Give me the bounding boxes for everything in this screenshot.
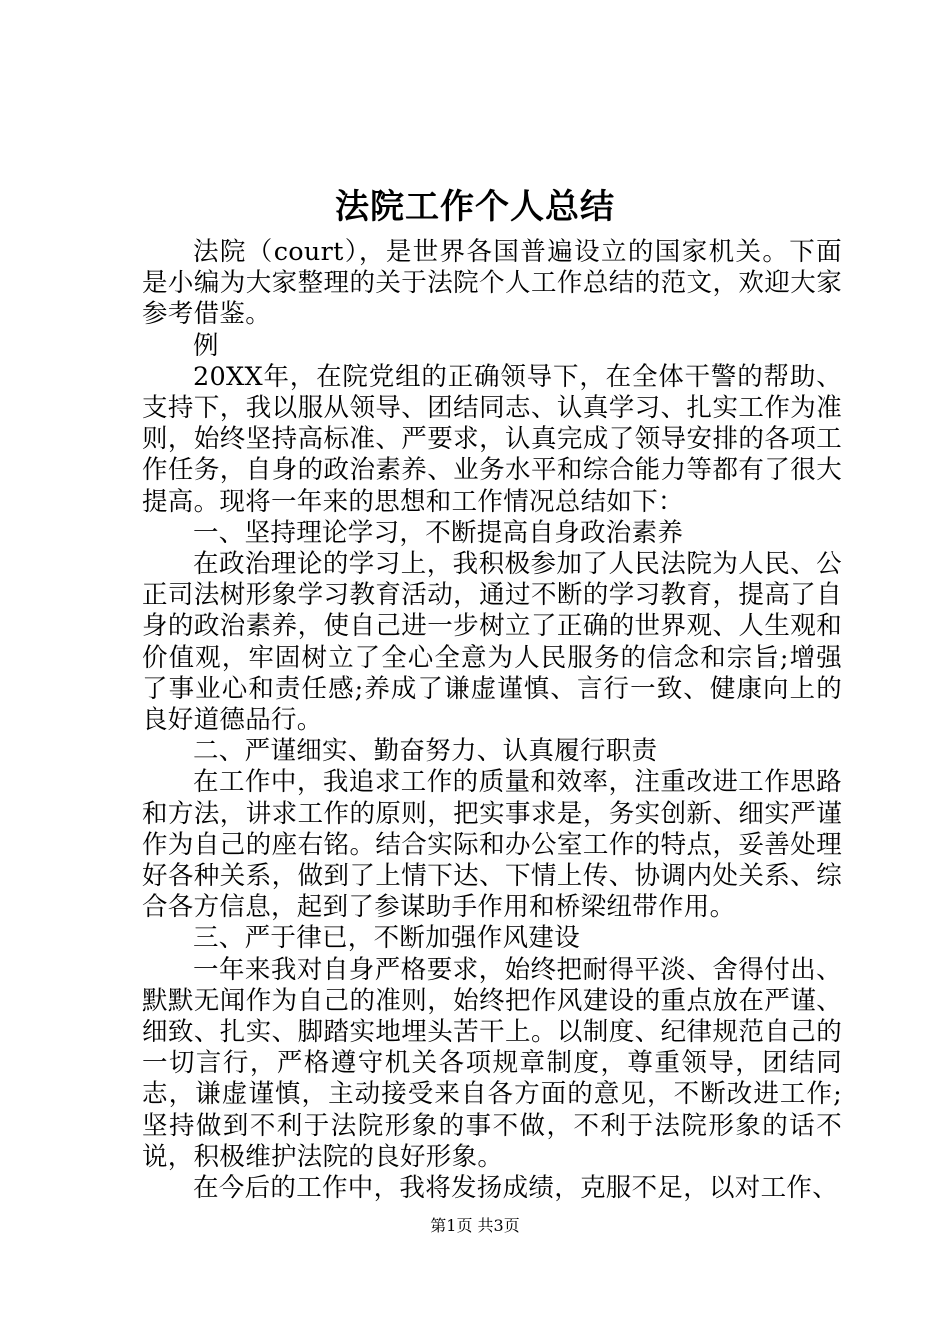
paragraph-section-2: 在工作中，我追求工作的质量和效率，注重改进工作思路和方法，讲求工作的原则，把实事求是，务实创新、细实严谨作为自己的座右铭。结合实际和办公室工作的特点，妥善处理好各种关系，做到了上情下达、下情上传、协调内处关系、综合各方信息，起到了参谋助手作用和桥梁纽带作用。: [142, 767, 842, 923]
paragraph-example-label: 例: [193, 330, 219, 361]
page-footer: 第1页 共3页: [430, 1216, 520, 1235]
section-heading-3: 三、严于律已，不断加强作风建设: [193, 923, 581, 954]
paragraph-closing: 在今后的工作中，我将发扬成绩，克服不足，以对工作、: [193, 1173, 839, 1204]
section-heading-2: 二、严谨细实、勤奋努力、认真履行职责: [193, 736, 658, 767]
paragraph-section-3: 一年来我对自身严格要求，始终把耐得平淡、舍得付出、默默无闻作为自己的准则，始终把作风建设的重点放在严谨、细致、扎实、脚踏实地埋头苦干上。以制度、纪律规范自己的一切言行，严格遵守机关各项规章制度，尊重领导，团结同志，谦虚谨慎，主动接受来自各方面的意见，不断改进工作;坚持做到不利于法院形象的事不做，不利于法院形象的话不说，积极维护法院的良好形象。: [142, 954, 842, 1172]
page-title: 法院工作个人总结: [335, 187, 615, 227]
document-body: [142, 237, 842, 1204]
paragraph-section-1: 在政治理论的学习上，我积极参加了人民法院为人民、公正司法树形象学习教育活动，通过不断的学习教育，提高了自身的政治素养，使自己进一步树立了正确的世界观、人生观和价值观，牢固树立了全心全意为人民服务的信念和宗旨;增强了事业心和责任感;养成了谦虚谨慎、言行一致、健康向上的良好道德品行。: [142, 549, 842, 736]
section-heading-1: 一、坚持理论学习，不断提高自身政治素养: [193, 517, 684, 548]
paragraph-intro: 法院（court），是世界各国普遍设立的国家机关。下面是小编为大家整理的关于法院个人工作总结的范文，欢迎大家参考借鉴。: [142, 237, 842, 330]
paragraph-overview: 20XX年，在院党组的正确领导下，在全体干警的帮助、支持下，我以服从领导、团结同志、认真学习、扎实工作为准则，始终坚持高标准、严要求，认真完成了领导安排的各项工作任务，自身的政治素养、业务水平和综合能力等都有了很大提高。现将一年来的思想和工作情况总结如下：: [142, 361, 842, 517]
